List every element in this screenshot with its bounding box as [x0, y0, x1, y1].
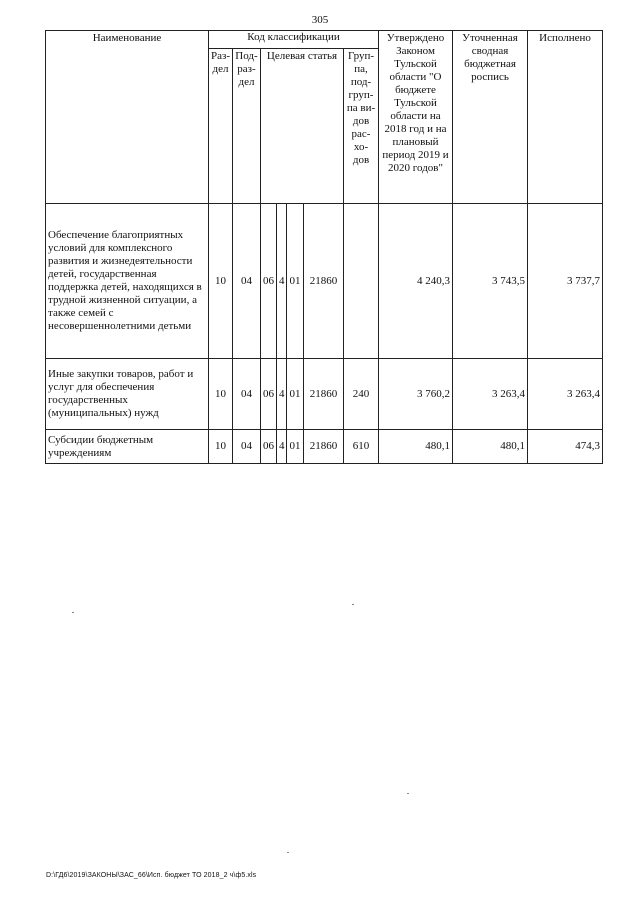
- header-target-article: Целевая статья: [261, 49, 344, 204]
- row-subsection: 04: [233, 204, 261, 359]
- row-subsection: 04: [233, 430, 261, 464]
- scan-speck: [72, 612, 74, 613]
- row-section: 10: [209, 359, 233, 430]
- header-approved: Утверждено Законом Тульской области "О бюджете Тульской области на 2018 год и на плановый период 2019 и 2020 годов": [379, 31, 453, 204]
- row-ts3: 01: [287, 430, 304, 464]
- row-refined: 3 263,4: [453, 359, 528, 430]
- header-name: Наименование: [46, 31, 209, 204]
- table-row: [46, 204, 603, 359]
- row-approved: 3 760,2: [379, 359, 453, 430]
- scan-speck: [287, 852, 289, 853]
- row-executed: 3 737,7: [528, 204, 603, 359]
- row-ts1: 06: [261, 204, 277, 359]
- header-section: Раз-дел: [209, 49, 233, 204]
- row-refined: 3 743,5: [453, 204, 528, 359]
- header-expense-group: Груп-па, под-груп-па ви-дов рас-хо-дов: [344, 49, 379, 204]
- row-executed: 3 263,4: [528, 359, 603, 430]
- row-ts4: 21860: [304, 430, 344, 464]
- row-executed: 474,3: [528, 430, 603, 464]
- row-ts2: 4: [277, 430, 287, 464]
- page-number: 305: [311, 14, 329, 26]
- header-row-1: [46, 31, 603, 49]
- header-code-group: Код классификации: [209, 31, 379, 49]
- row-ts1: 06: [261, 430, 277, 464]
- row-ts4: 21860: [304, 204, 344, 359]
- header-refined: Уточненная сводная бюджетная роспись: [453, 31, 528, 204]
- row-section: 10: [209, 204, 233, 359]
- row-name: Субсидии бюджетным учреждениям: [46, 430, 209, 464]
- row-ts3: 01: [287, 359, 304, 430]
- row-approved: 480,1: [379, 430, 453, 464]
- row-refined: 480,1: [453, 430, 528, 464]
- row-approved: 4 240,3: [379, 204, 453, 359]
- file-path-footer: D:\ГД6\2019\ЗАКОНЫ\ЗАС_66\Исп. бюджет ТО 2018_2 ч\ф5.xls: [46, 872, 257, 879]
- row-name: Иные закупки товаров, работ и услуг для обеспечения государственных (муниципальных) нужд: [46, 359, 209, 430]
- row-ts1: 06: [261, 359, 277, 430]
- row-name: Обеспечение благоприятных условий для комплексного развития и жизнедеятельности детей, государственная поддержка детей, находящихся в трудной жизненной ситуации, а также семей с несовершеннолетними детьми: [46, 204, 209, 359]
- row-ts3: 01: [287, 204, 304, 359]
- table-row: [46, 430, 603, 464]
- row-group: 240: [344, 359, 379, 430]
- table-row: [46, 359, 603, 430]
- row-ts4: 21860: [304, 359, 344, 430]
- row-section: 10: [209, 430, 233, 464]
- header-executed: Исполнено: [528, 31, 603, 204]
- row-subsection: 04: [233, 359, 261, 430]
- budget-table: [45, 30, 603, 464]
- row-ts2: 4: [277, 204, 287, 359]
- header-subsection: Под-раз-дел: [233, 49, 261, 204]
- row-group: [344, 204, 379, 359]
- row-ts2: 4: [277, 359, 287, 430]
- scan-speck: [352, 604, 354, 605]
- row-group: 610: [344, 430, 379, 464]
- scan-speck: [407, 793, 409, 794]
